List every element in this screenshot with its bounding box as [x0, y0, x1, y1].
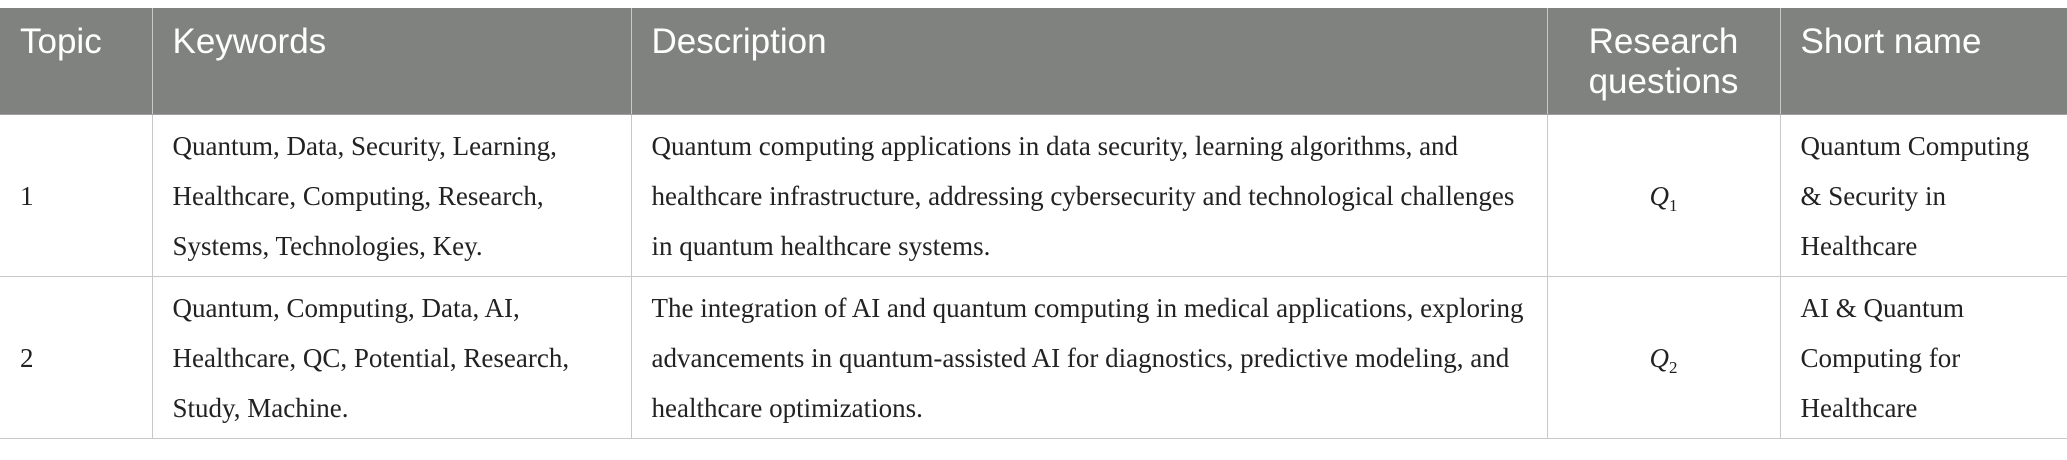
research-question-label — [1649, 343, 1678, 377]
table-body — [0, 115, 2067, 439]
header-short-name: Short name — [1780, 8, 2067, 115]
research-question-letter: Q — [1649, 343, 1669, 373]
research-question-subscript: 2 — [1669, 358, 1678, 377]
cell-keywords: Quantum, Computing, Data, AI, Healthcare, QC, Potential, Research, Study, Machine. — [152, 277, 631, 439]
header-topic: Topic — [0, 8, 152, 115]
topics-table — [0, 8, 2067, 439]
cell-research-question — [1547, 115, 1780, 277]
research-question-subscript: 1 — [1669, 196, 1678, 215]
research-question-label — [1649, 181, 1678, 215]
research-question-letter: Q — [1649, 181, 1669, 211]
cell-short-name: AI & Quantum Computing for Healthcare — [1780, 277, 2067, 439]
cell-topic: 2 — [0, 277, 152, 439]
cell-research-question — [1547, 277, 1780, 439]
header-description: Description — [631, 8, 1547, 115]
cell-short-name: Quantum Computing & Security in Healthcare — [1780, 115, 2067, 277]
cell-topic: 1 — [0, 115, 152, 277]
cell-description: Quantum computing applications in data security, learning algorithms, and healthcare infrastructure, addressing cybersecurity and technological challenges in quantum healthcare systems. — [631, 115, 1547, 277]
topics-table-container — [0, 8, 2067, 439]
table-header — [0, 8, 2067, 115]
header-row — [0, 8, 2067, 115]
table-row — [0, 277, 2067, 439]
table-row — [0, 115, 2067, 277]
header-keywords: Keywords — [152, 8, 631, 115]
header-research-questions: Research questions — [1547, 8, 1780, 115]
cell-keywords: Quantum, Data, Security, Learning, Healthcare, Computing, Research, Systems, Technologies, Key. — [152, 115, 631, 277]
cell-description: The integration of AI and quantum computing in medical applications, exploring advancements in quantum-assisted AI for diagnostics, predictive modeling, and healthcare optimizations. — [631, 277, 1547, 439]
